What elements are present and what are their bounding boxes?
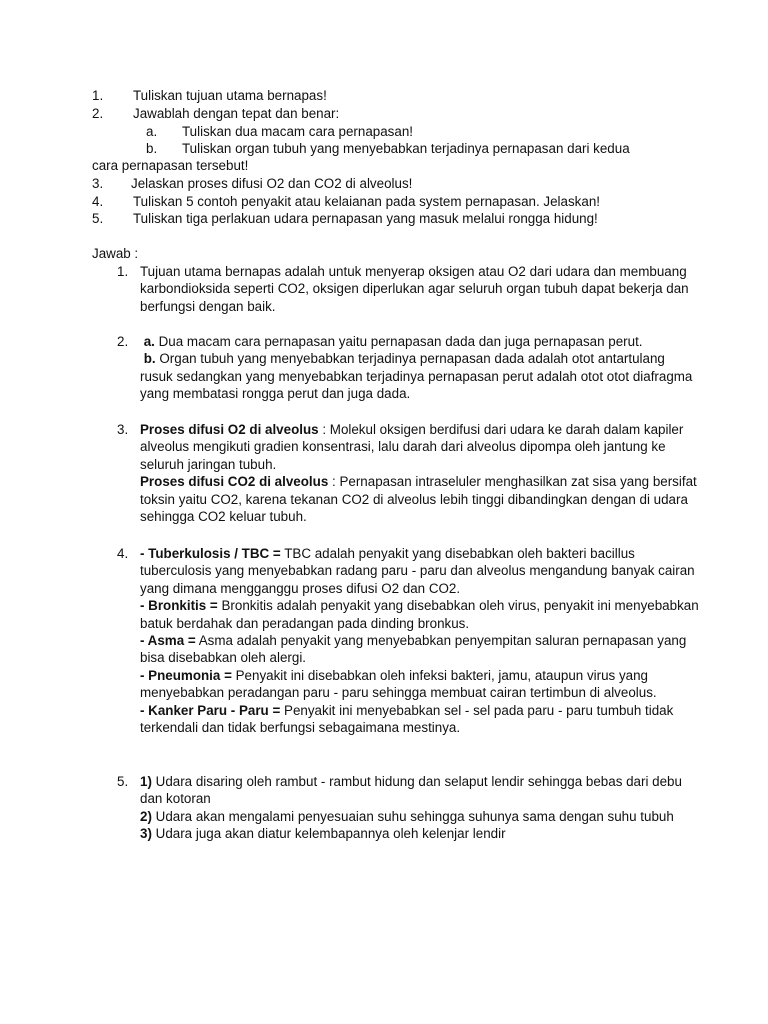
- disease-pneumonia: - Pneumonia = Penyakit ini disebabkan oleh infeksi bakteri, jamu, ataupun virus yang menyebabkan peradangan paru - paru sehingga membuat cairan tertimbun di alveolus.: [140, 667, 657, 701]
- disease-bronkitis: - Bronkitis = Bronkitis adalah penyakit yang disebabkan oleh virus, penyakit ini menyebabkan batuk berdahak dan peradangan pada dinding bronkus.: [140, 598, 699, 631]
- document-page: 1. Tuliskan tujuan utama bernapas! 2. Jawablah dengan tepat dan benar: a. Tuliskan dua macam cara pernapasan! b. Tuliskan organ tubuh yang menyebabkan terjadinya pernapasan dari kedua cara pernapasan tersebut! 3. Jelaskan proses difusi O2 dan CO2 di alveolus! 4. Tuliskan 5 contoh penyakit atau kelaianan pada system pernapasan. Jelaskan! 5. Tuliskan tiga perlakuan udara pernapasan yang masuk melalui rongga hidung! Jawab : 1. Tujuan utama bernapas adalah untuk menyerap oksigen atau O2 dari udara dan membuang karbondioksida seperti CO2, oksigen diperlukan agar seluruh organ tubuh dapat bekerja dan berfungsi dengan baik. 2. a. Dua macam cara pernapasan yaitu pernapasan dada dan juga pernapasan perut. b. Organ tubuh yang menyebabkan terjadinya pernapasan dada adalah otot antartulang rusuk sedangkan yang menyebabkan terjadinya pernapasan perut adalah otot otot diafragma yang membatasi rongga perut dan juga dada. 3. Proses difusi O2 di alveolus : Molekul oksigen berdifusi dari udara ke darah dalam kapiler alveolus mengikuti gradien konsentrasi, lalu darah dari alveolus dipompa oleh jantung ke seluruh jaringan tubuh. Proses difusi CO2 di alveolus : Pernapasan intraseluler menghasilkan zat sisa yang bersifat toksin yaitu CO2, karena tekanan CO2 di alveolus lebih tinggi dibandingkan dengan di udara sehingga CO2 keluar tubuh. 4. - Tuberkulosis / TBC = TBC adalah penyakit yang disebabkan oleh bakteri bacillus tuberculosis yang menyebabkan radang paru - paru dan alveolus mengandung banyak cairan yang dimana mengganggu proses difusi O2 dan CO2. - Bronkitis = Bronkitis adalah penyakit yang disebabkan oleh virus, penyakit ini menyebabkan batuk berdahak dan peradangan pada dinding bronkus. - Asma = Asma adalah penyakit yang menyebabkan penyempitan saluran pernapasan yang bisa disebabkan oleh alergi. - Pneumonia = Penyakit ini disebabkan oleh infeksi bakteri, jamu, ataupun virus yang menyebabkan peradangan paru - paru sehingga membuat cairan tertimbun di alveolus. - Kanker Paru - Paru = Penyakit ini menyebabkan sel - sel pada paru - paru tumbuh tidak terkendali dan tidak berfungsi sebagaimana mestinya. 5. 1) Udara disaring oleh rambut - rambut hidung dan selaput lendir sehingga bebas dari debu dan kotoran 2) Udara akan mengalami penyesuaian suhu sehingga suhunya sama dengan suhu tubuh 3) Udara juga akan diatur kelembapannya oleh kelenjar lendir: [92, 88, 699, 842]
- answer-3-o2: Proses difusi O2 di alveolus : Molekul oksigen berdifusi dari udara ke darah dalam kapiler alveolus mengikuti gradien konsentrasi, lalu darah dari alveolus dipompa oleh jantung ke seluruh jaringan tubuh.: [140, 422, 684, 472]
- answer-3-co2: Proses difusi CO2 di alveolus : Pernapasan intraseluler menghasilkan zat sisa yang bersifat toksin yaitu CO2, karena tekanan CO2 di alveolus lebih tinggi dibandingkan dengan di udara sehingga CO2 keluar tubuh.: [140, 474, 697, 525]
- answer-1-text: Tujuan utama bernapas adalah untuk menyerap oksigen atau O2 dari udara dan membuang karbondioksida seperti CO2, oksigen diperlukan agar seluruh organ tubuh dapat bekerja dan berfungsi dengan baik.: [140, 264, 689, 314]
- treatment-1: 1) Udara disaring oleh rambut - rambut hidung dan selaput lendir sehingga bebas dari debu dan kotoran: [140, 774, 682, 807]
- answer-2a: a. Dua macam cara pernapasan yaitu pernapasan dada dan juga pernapasan perut.: [143, 334, 643, 349]
- disease-kanker-paru: - Kanker Paru - Paru = Penyakit ini menyebabkan sel - sel pada paru - paru tumbuh tidak terkendali dan tidak berfungsi sebagaimana mestinya.: [140, 702, 674, 736]
- treatment-3: 3) Udara juga akan diatur kelembapannya oleh kelenjar lendir: [140, 826, 506, 842]
- answer-2b: b. Organ tubuh yang menyebabkan terjadinya pernapasan dada adalah otot antartulang rusuk sedangkan yang menyebabkan terjadinya pernapasan perut adalah otot otot diafragma yang membatasi rongga perut dan juga dada.: [140, 351, 693, 402]
- answer-heading: Jawab :: [92, 246, 139, 261]
- question-2b-continued: cara pernapasan tersebut!: [92, 158, 249, 173]
- disease-asma: - Asma = Asma adalah penyakit yang menyebabkan penyempitan saluran pernapasan yang bisa disebabkan oleh alergi.: [140, 633, 687, 666]
- treatment-2: 2) Udara akan mengalami penyesuaian suhu sehingga suhunya sama dengan suhu tubuh: [140, 808, 674, 824]
- disease-tbc: - Tuberkulosis / TBC = TBC adalah penyakit yang disebabkan oleh bakteri bacillus tuberculosis yang menyebabkan radang paru - paru dan alveolus mengandung banyak cairan yang dimana mengganggu proses difusi O2 dan CO2.: [140, 546, 695, 596]
